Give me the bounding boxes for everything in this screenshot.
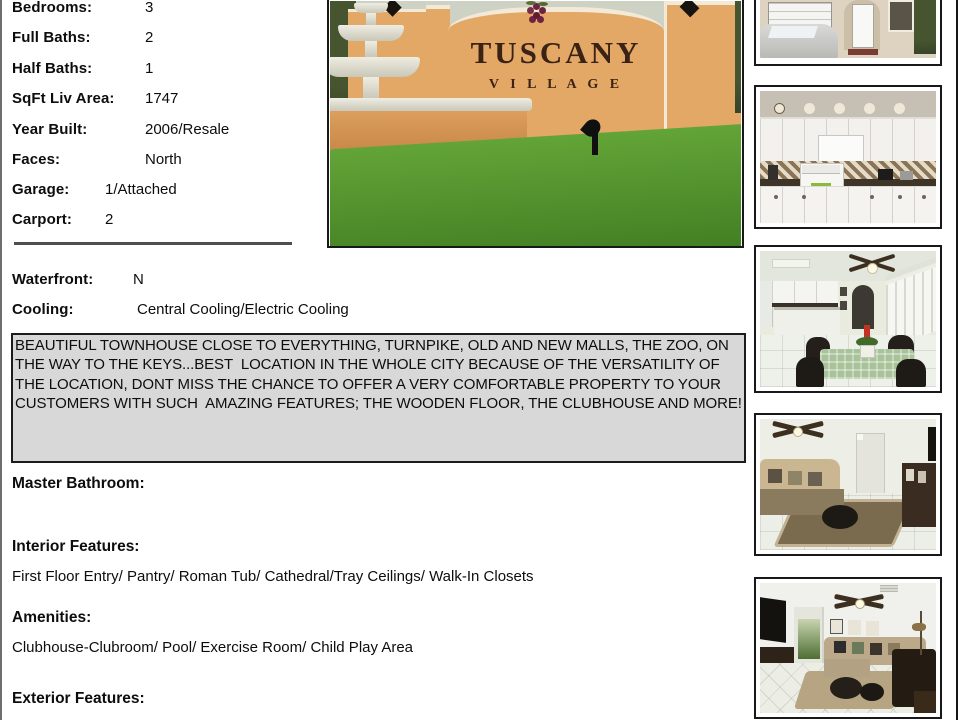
detail-row-bedrooms bbox=[12, 0, 154, 18]
detail-label: Half Baths: bbox=[12, 60, 93, 77]
detail-value: 2 bbox=[145, 29, 154, 46]
photo-family-room bbox=[760, 583, 936, 713]
waterfront-label: Waterfront: bbox=[12, 271, 94, 288]
detail-row-carport bbox=[12, 210, 114, 230]
plant-pot bbox=[860, 345, 875, 358]
fountain-bowl-2 bbox=[338, 25, 404, 41]
exterior-features-heading: Exterior Features: bbox=[12, 690, 145, 707]
round-ottoman bbox=[822, 505, 858, 529]
waterfront-value: N bbox=[133, 271, 144, 288]
main-photo bbox=[330, 1, 741, 246]
detail-value: 1747 bbox=[145, 90, 179, 107]
car-windshield bbox=[768, 26, 818, 38]
arched-doorway bbox=[852, 285, 874, 329]
detail-row-garage bbox=[12, 180, 177, 200]
remarks-box bbox=[11, 333, 746, 463]
round-ottoman bbox=[860, 683, 884, 701]
fountain-top-bowl bbox=[354, 3, 388, 13]
ceiling-vent bbox=[772, 259, 810, 268]
cabinet-knobs bbox=[774, 195, 778, 199]
breakfast-bar bbox=[774, 307, 840, 338]
detail-label: Carport: bbox=[12, 211, 72, 228]
sectional-chaise bbox=[824, 659, 870, 677]
gallery-photo-frame bbox=[754, 413, 942, 556]
sign-title: TUSCANY bbox=[470, 35, 642, 70]
interior-features-heading: Interior Features: bbox=[12, 538, 140, 555]
fountain-bowl-3 bbox=[330, 57, 420, 77]
coffee-maker bbox=[768, 165, 778, 180]
microwave bbox=[818, 135, 864, 163]
wall-above-cabinets bbox=[760, 91, 936, 117]
amenities-heading: Amenities: bbox=[12, 609, 92, 626]
gallery-photo-frame bbox=[754, 0, 942, 66]
detail-label: Year Built: bbox=[12, 121, 88, 138]
entry-steps bbox=[848, 49, 878, 55]
fountain-basin-coping bbox=[330, 98, 532, 111]
gallery-photo-frame bbox=[754, 85, 942, 229]
photo-living-room bbox=[760, 419, 936, 550]
detail-row-full-baths bbox=[12, 28, 154, 48]
cooling-label: Cooling: bbox=[12, 301, 74, 318]
detail-label: Garage: bbox=[12, 181, 70, 198]
round-ottoman bbox=[830, 677, 862, 699]
detail-value: 2 bbox=[105, 211, 114, 228]
ceiling-fan-light bbox=[855, 599, 865, 609]
ceiling-fan-light bbox=[793, 427, 803, 437]
fountain-pedestal bbox=[363, 77, 379, 99]
sofa-pillows bbox=[768, 469, 782, 483]
front-door bbox=[856, 433, 885, 495]
dining-chair bbox=[896, 359, 926, 387]
granite-counter bbox=[760, 179, 936, 186]
sign-subtitle: V I L L A G E bbox=[488, 77, 624, 92]
fountain-stem-2 bbox=[365, 41, 377, 57]
sliding-door-greenery bbox=[798, 619, 820, 659]
dining-chair bbox=[796, 357, 824, 387]
gallery-photo-frame bbox=[754, 245, 942, 393]
gallery-photo-frame bbox=[754, 577, 942, 719]
main-photo-frame bbox=[327, 0, 744, 248]
detail-value: North bbox=[145, 151, 182, 168]
waterfront-row bbox=[12, 270, 144, 290]
cooling-value: Central Cooling/Electric Cooling bbox=[137, 301, 349, 318]
console-frames bbox=[906, 469, 914, 481]
detail-label: Faces: bbox=[12, 151, 61, 168]
stove-control-panel bbox=[802, 165, 840, 174]
amenities-list: Clubhouse-Clubroom/ Pool/ Exercise Room/ Child Play Area bbox=[12, 639, 414, 656]
wall-frames bbox=[830, 619, 843, 634]
detail-row-half-baths bbox=[12, 59, 154, 79]
ceiling-fan-light bbox=[867, 263, 878, 274]
sofa-pillows bbox=[834, 641, 846, 653]
trees-right bbox=[735, 1, 741, 113]
wall-tv bbox=[760, 597, 786, 643]
front-door bbox=[852, 4, 874, 48]
tv-edge bbox=[928, 427, 936, 461]
decorative-plates bbox=[774, 103, 785, 114]
photo-house-exterior bbox=[760, 0, 936, 58]
floor-lamp-pole bbox=[920, 611, 922, 655]
section-divider bbox=[14, 242, 292, 245]
detail-row-sqft bbox=[12, 89, 179, 109]
photo-kitchen bbox=[760, 91, 936, 223]
fountain-stem-1 bbox=[366, 13, 376, 25]
photo-dining-area bbox=[760, 251, 936, 387]
grape-leaves bbox=[526, 1, 536, 5]
detail-label: Bedrooms: bbox=[12, 0, 93, 16]
interior-features-list: First Floor Entry/ Pantry/ Roman Tub/ Cathedral/Tray Ceilings/ Walk-In Closets bbox=[12, 568, 534, 585]
remarks-text: BEAUTIFUL TOWNHOUSE CLOSE TO EVERYTHING, TURNPIKE, OLD AND NEW MALLS, THE ZOO, ON THE WAY TO THE KEYS...BEST LOCATION IN THE WHOLE CITY BECAUSE OF THE VERSATILITY OF THE LOCATION, DONT MISS THE CHANCE TO OFFER A VERY COMFORTABLE PROPERTY TO YOUR CUSTOMERS WITH SUCH AMAZING FEATURES; THE WOODEN FLOOR, THE CLUBHOUSE AND MORE! bbox=[15, 337, 742, 413]
kitchen-cabinets bbox=[772, 281, 838, 303]
window bbox=[888, 0, 914, 32]
page-right-border bbox=[956, 0, 958, 720]
master-bathroom-heading: Master Bathroom: bbox=[12, 475, 145, 492]
detail-value: 3 bbox=[145, 0, 154, 16]
detail-label: Full Baths: bbox=[12, 29, 91, 46]
detail-value: 1 bbox=[145, 60, 154, 77]
detail-value: 1/Attached bbox=[105, 181, 177, 198]
wood-chair-corner bbox=[914, 691, 936, 713]
wall-frames bbox=[840, 287, 847, 296]
detail-label: SqFt Liv Area: bbox=[12, 90, 115, 107]
detail-value: 2006/Resale bbox=[145, 121, 230, 138]
detail-row-year-built bbox=[12, 120, 230, 140]
toaster bbox=[878, 169, 893, 180]
page-left-border bbox=[0, 0, 2, 720]
detail-row-faces bbox=[12, 150, 182, 170]
small-appliance bbox=[900, 171, 913, 180]
floor-lamp-shade bbox=[912, 623, 926, 631]
lower-cabinets bbox=[760, 186, 936, 223]
ceiling-vent bbox=[880, 585, 898, 592]
shrubs bbox=[914, 0, 936, 54]
cooling-row bbox=[12, 300, 349, 320]
